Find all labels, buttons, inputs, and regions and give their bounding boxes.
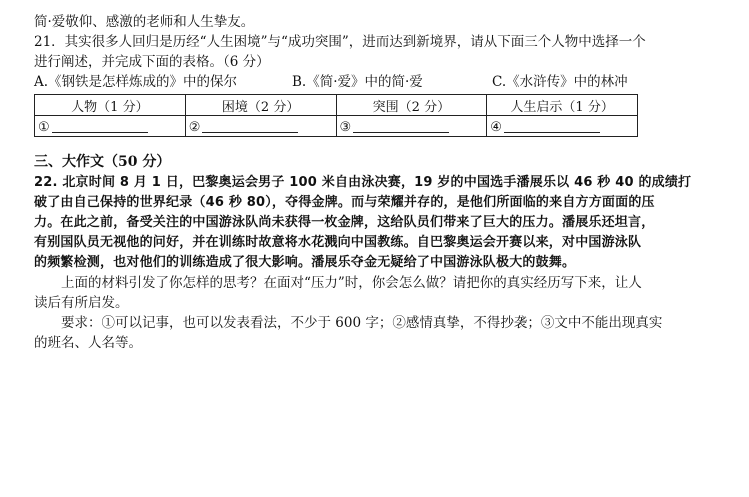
q21-answer-table: [34, 94, 638, 137]
q22-prompt-line2: 读后有所启发。: [34, 295, 129, 311]
q22-material-line1: 22. 北京时间 8 月 1 日，巴黎奥运会男子 100 米自由泳决赛，19 岁的中国选手潘展乐以 46 秒 40 的成绩打: [34, 175, 692, 190]
table-header-insight: 人生启示（1 分）: [487, 95, 638, 116]
answer-marker-4: ④: [490, 119, 502, 135]
answer-marker-1: ①: [38, 119, 50, 135]
answer-blank-3[interactable]: [353, 118, 449, 133]
answer-cell-2: [185, 116, 336, 137]
section-title-essay: 三、大作文（50 分）: [34, 154, 171, 170]
q20-tail-text: 简·爱敬仰、感激的老师和人生挚友。: [34, 14, 255, 30]
q22-requirements-line1: 要求：①可以记事，也可以发表看法，不少于 600 字；②感情真挚，不得抄袭；③文中不能出现真实: [61, 315, 663, 331]
answer-marker-2: ②: [188, 119, 201, 135]
exam-page: [34, 12, 720, 353]
q21-option-a: A.《钢铁是怎样炼成的》中的保尔: [34, 74, 238, 90]
q21-option-b: B.《简·爱》中的简·爱: [292, 74, 423, 90]
q22-prompt-line1: 上面的材料引发了你怎样的思考？在面对“压力”时，你会怎么做？请把你的真实经历写下来，让人: [61, 275, 642, 291]
answer-blank-2[interactable]: [202, 118, 298, 133]
q22-material-line3: 力。在此之前，备受关注的中国游泳队尚未获得一枚金牌，这给队员们带来了巨大的压力。潘展乐还坦言，: [34, 215, 655, 230]
q22-material-line2: 破了由自己保持的世界纪录（46 秒 80），夺得金牌。而与荣耀并存的，是他们所面临的来自方方面面的压: [34, 195, 655, 210]
answer-marker-3: ③: [339, 119, 352, 135]
q21-options: [34, 72, 720, 92]
answer-cell-3: [336, 116, 487, 137]
q21-option-c: C.《水浒传》中的林冲: [492, 74, 628, 90]
q22-material-line4: 有别国队员无视他的问好，并在训练时故意将水花溅向中国教练。自巴黎奥运会开赛以来，对中国游泳队: [34, 235, 642, 250]
table-header-breakthrough: 突围（2 分）: [336, 95, 487, 116]
answer-cell-1: [35, 116, 186, 137]
answer-cell-4: [487, 116, 638, 137]
answer-blank-1[interactable]: [52, 118, 148, 133]
table-header-dilemma: 困境（2 分）: [185, 95, 336, 116]
table-header-person: 人物（1 分）: [35, 95, 186, 116]
q21-stem-line1: 21．其实很多人回归是历经“人生困境”与“成功突围”，进而达到新境界，请从下面三个人物中选择一个: [34, 34, 646, 50]
q22-material-line5: 的频繁检测，也对他们的训练造成了很大影响。潘展乐夺金无疑给了中国游泳队极大的鼓舞。: [34, 255, 576, 270]
table-header-row: [35, 95, 638, 116]
table-answer-row: [35, 116, 638, 137]
answer-blank-4[interactable]: [504, 118, 600, 133]
q21-stem-line2: 进行阐述，并完成下面的表格。（6 分）: [34, 54, 270, 70]
q22-requirements-line2: 的班名、人名等。: [34, 335, 142, 351]
